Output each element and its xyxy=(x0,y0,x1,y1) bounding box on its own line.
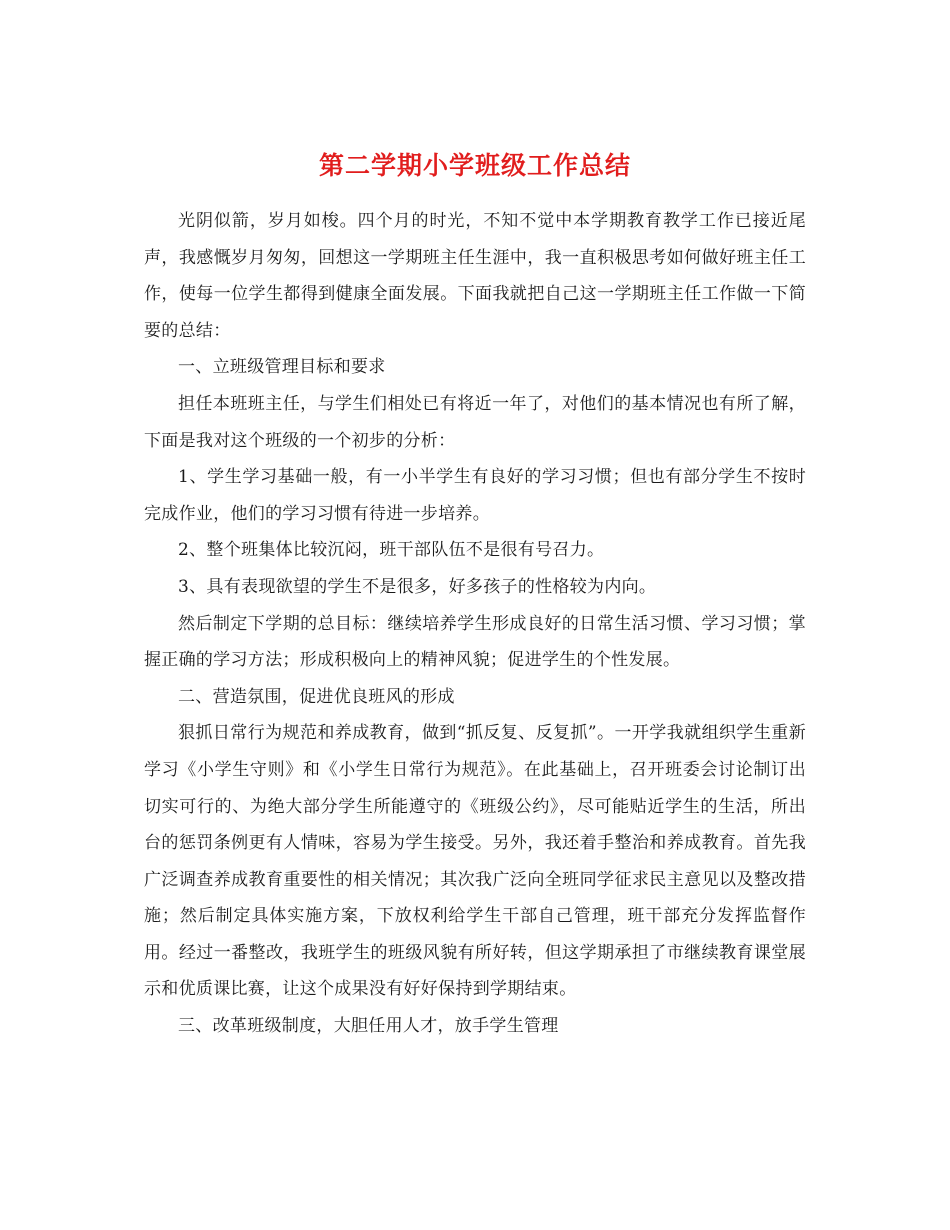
paragraph-class-atmosphere: 狠抓日常行为规范和养成教育，做到“抓反复、反复抓”。一开学我就组织学生重新学习《小学生守则》和《小学生日常行为规范》。在此基础上，召开班委会讨论制订出切实可行的、为绝大部分学生所能遵守的《班级公约》，尽可能贴近学生的生活，所出台的惩罚条例更有人情味，容易为学生接受。另外，我还着手整治和养成教育。首先我广泛调查养成教育重要性的相关情况；其次我广泛向全班同学征求民主意见以及整改措施；然后制定具体实施方案，下放权利给学生干部自己管理，班干部充分发挥监督作用。经过一番整改，我班学生的班级风貌有所好转，但这学期承担了市继续教育课堂展示和优质课比赛，让这个成果没有好好保持到学期结束。 xyxy=(144,723,806,1000)
paragraph-intro: 光阴似箭，岁月如梭。四个月的时光，不知不觉中本学期教育教学工作已接近尾声，我感慨岁月匆匆，回想这一学期班主任生涯中，我一直积极思考如何做好班主任工作，使每一位学生都得到健康全面发展。下面我就把自己这一学期班主任工作做一下简要的总结： xyxy=(144,211,806,341)
paragraph-goals: 然后制定下学期的总目标：继续培养学生形成良好的日常生活习惯、学习习惯；掌握正确的学习方法；形成积极向上的精神风貌；促进学生的个性发展。 xyxy=(144,613,806,671)
document-body xyxy=(144,203,806,1045)
heading-section-3: 三、改革班级制度，大胆任用人才，放手学生管理 xyxy=(178,1016,559,1037)
list-item-3: 3、具有表现欲望的学生不是很多，好多孩子的性格较为内向。 xyxy=(178,576,657,597)
list-item-1: 1、学生学习基础一般，有一小半学生有良好的学习习惯；但也有部分学生不按时完成作业，他们的学习习惯有待进一步培养。 xyxy=(144,467,806,524)
document-title: 第二学期小学班级工作总结 xyxy=(318,150,631,180)
paragraph-class-analysis: 担任本班班主任，与学生们相处已有将近一年了，对他们的基本情况也有所了解，下面是我对这个班级的一个初步的分析： xyxy=(144,393,806,451)
list-item-2: 2、整个班集体比较沉闷，班干部队伍不是很有号召力。 xyxy=(178,540,605,561)
heading-section-2: 二、营造氛围，促进优良班风的形成 xyxy=(178,686,455,707)
heading-section-1: 一、立班级管理目标和要求 xyxy=(178,357,386,378)
